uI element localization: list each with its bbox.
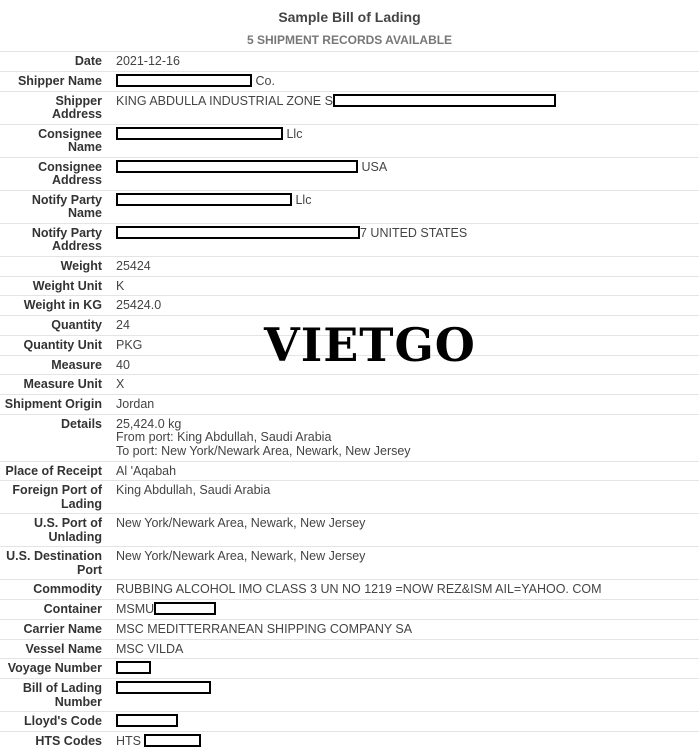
us-destination-port-value: New York/Newark Area, Newark, New Jersey bbox=[106, 547, 699, 580]
row-label: Date bbox=[0, 52, 106, 72]
table-row bbox=[0, 659, 699, 679]
table-row bbox=[0, 72, 699, 92]
consignee-name-value: Llc bbox=[106, 124, 699, 157]
redaction-box bbox=[333, 94, 556, 107]
table-row bbox=[0, 256, 699, 276]
row-label: Consignee Address bbox=[0, 157, 106, 190]
row-label: Weight bbox=[0, 256, 106, 276]
table-row bbox=[0, 223, 699, 256]
table-row bbox=[0, 414, 699, 461]
table-row bbox=[0, 296, 699, 316]
carrier-name-value: MSC MEDITTERRANEAN SHIPPING COMPANY SA bbox=[106, 619, 699, 639]
table-row bbox=[0, 619, 699, 639]
records-count: 5 SHIPMENT RECORDS AVAILABLE bbox=[246, 33, 453, 47]
table-row bbox=[0, 52, 699, 72]
weight-value: 25424 bbox=[106, 256, 699, 276]
row-label: Lloyd's Code bbox=[0, 712, 106, 732]
row-label: Carrier Name bbox=[0, 619, 106, 639]
row-label: Details bbox=[0, 414, 106, 461]
hts-codes-value: HTS bbox=[106, 732, 699, 751]
shipment-origin-value: Jordan bbox=[106, 395, 699, 415]
vessel-name-value: MSC VILDA bbox=[106, 639, 699, 659]
table-row bbox=[0, 639, 699, 659]
page-title: Sample Bill of Lading bbox=[278, 9, 421, 25]
table-row bbox=[0, 481, 699, 514]
row-label: Notify Party Address bbox=[0, 223, 106, 256]
row-label: HTS Codes bbox=[0, 732, 106, 751]
redaction-box bbox=[116, 681, 211, 694]
redaction-box bbox=[116, 714, 178, 727]
table-row bbox=[0, 190, 699, 223]
table-row bbox=[0, 276, 699, 296]
table-row bbox=[0, 91, 699, 124]
row-label: Place of Receipt bbox=[0, 461, 106, 481]
details-to-port: To port: New York/Newark Area, Newark, New Jersey bbox=[116, 443, 411, 458]
table-row bbox=[0, 732, 699, 751]
quantity-unit-value: PKG bbox=[106, 335, 699, 355]
notify-party-name-value: Llc bbox=[106, 190, 699, 223]
row-label: Weight Unit bbox=[0, 276, 106, 296]
row-label: Container bbox=[0, 600, 106, 620]
table-row bbox=[0, 679, 699, 712]
shipper-address-value: KING ABDULLA INDUSTRIAL ZONE S bbox=[106, 91, 699, 124]
table-row bbox=[0, 547, 699, 580]
row-label: Bill of Lading Number bbox=[0, 679, 106, 712]
notify-party-address-value: 7 UNITED STATES bbox=[106, 223, 699, 256]
table-row bbox=[0, 514, 699, 547]
row-label: Shipment Origin bbox=[0, 395, 106, 415]
details-weight: 25,424.0 kg bbox=[116, 416, 182, 431]
row-label: Voyage Number bbox=[0, 659, 106, 679]
redaction-box bbox=[116, 160, 358, 173]
measure-unit-value: X bbox=[106, 375, 699, 395]
row-label: Measure Unit bbox=[0, 375, 106, 395]
row-label: Weight in KG bbox=[0, 296, 106, 316]
consignee-address-value: USA bbox=[106, 157, 699, 190]
row-label: Foreign Port of Lading bbox=[0, 481, 106, 514]
bill-of-lading-number-value bbox=[106, 679, 699, 712]
table-row bbox=[0, 712, 699, 732]
table-row bbox=[0, 124, 699, 157]
redaction-box bbox=[116, 74, 252, 87]
container-value: MSMU bbox=[106, 600, 699, 620]
redaction-box bbox=[154, 602, 216, 615]
quantity-value: 24 bbox=[106, 316, 699, 336]
row-label: Quantity Unit bbox=[0, 335, 106, 355]
row-label: Consignee Name bbox=[0, 124, 106, 157]
redaction-box bbox=[116, 193, 292, 206]
row-label: Measure bbox=[0, 355, 106, 375]
table-row bbox=[0, 580, 699, 600]
redaction-box bbox=[116, 226, 360, 239]
table-row bbox=[0, 375, 699, 395]
details-from-port: From port: King Abdullah, Saudi Arabia bbox=[116, 430, 332, 444]
weight-kg-value: 25424.0 bbox=[106, 296, 699, 316]
weight-unit-value: K bbox=[106, 276, 699, 296]
date-value: 2021-12-16 bbox=[106, 52, 699, 72]
redaction-box bbox=[116, 661, 151, 674]
row-label: Quantity bbox=[0, 316, 106, 336]
row-label: U.S. Destination Port bbox=[0, 547, 106, 580]
row-label: U.S. Port of Unlading bbox=[0, 514, 106, 547]
measure-value: 40 bbox=[106, 355, 699, 375]
voyage-number-value bbox=[106, 659, 699, 679]
lloyds-code-value bbox=[106, 712, 699, 732]
table-row bbox=[0, 395, 699, 415]
foreign-port-value: King Abdullah, Saudi Arabia bbox=[106, 481, 699, 514]
us-port-unlading-value: New York/Newark Area, Newark, New Jersey bbox=[106, 514, 699, 547]
table-row bbox=[0, 157, 699, 190]
table-row bbox=[0, 461, 699, 481]
place-of-receipt-value: Al 'Aqabah bbox=[106, 461, 699, 481]
bill-of-lading-table bbox=[0, 51, 699, 751]
shipper-name-value: Co. bbox=[106, 72, 699, 92]
row-label: Shipper Address bbox=[0, 91, 106, 124]
vietgo-watermark: VIETGO bbox=[264, 318, 476, 372]
commodity-value: RUBBING ALCOHOL IMO CLASS 3 UN NO 1219 =NOW REZ&ISM AIL=YAHOO. COM bbox=[106, 580, 699, 600]
row-label: Commodity bbox=[0, 580, 106, 600]
table-row bbox=[0, 600, 699, 620]
page-header bbox=[0, 0, 699, 48]
row-label: Vessel Name bbox=[0, 639, 106, 659]
redaction-box bbox=[116, 127, 283, 140]
redaction-box bbox=[144, 734, 201, 747]
details-value bbox=[106, 414, 699, 461]
row-label: Notify Party Name bbox=[0, 190, 106, 223]
row-label: Shipper Name bbox=[0, 72, 106, 92]
